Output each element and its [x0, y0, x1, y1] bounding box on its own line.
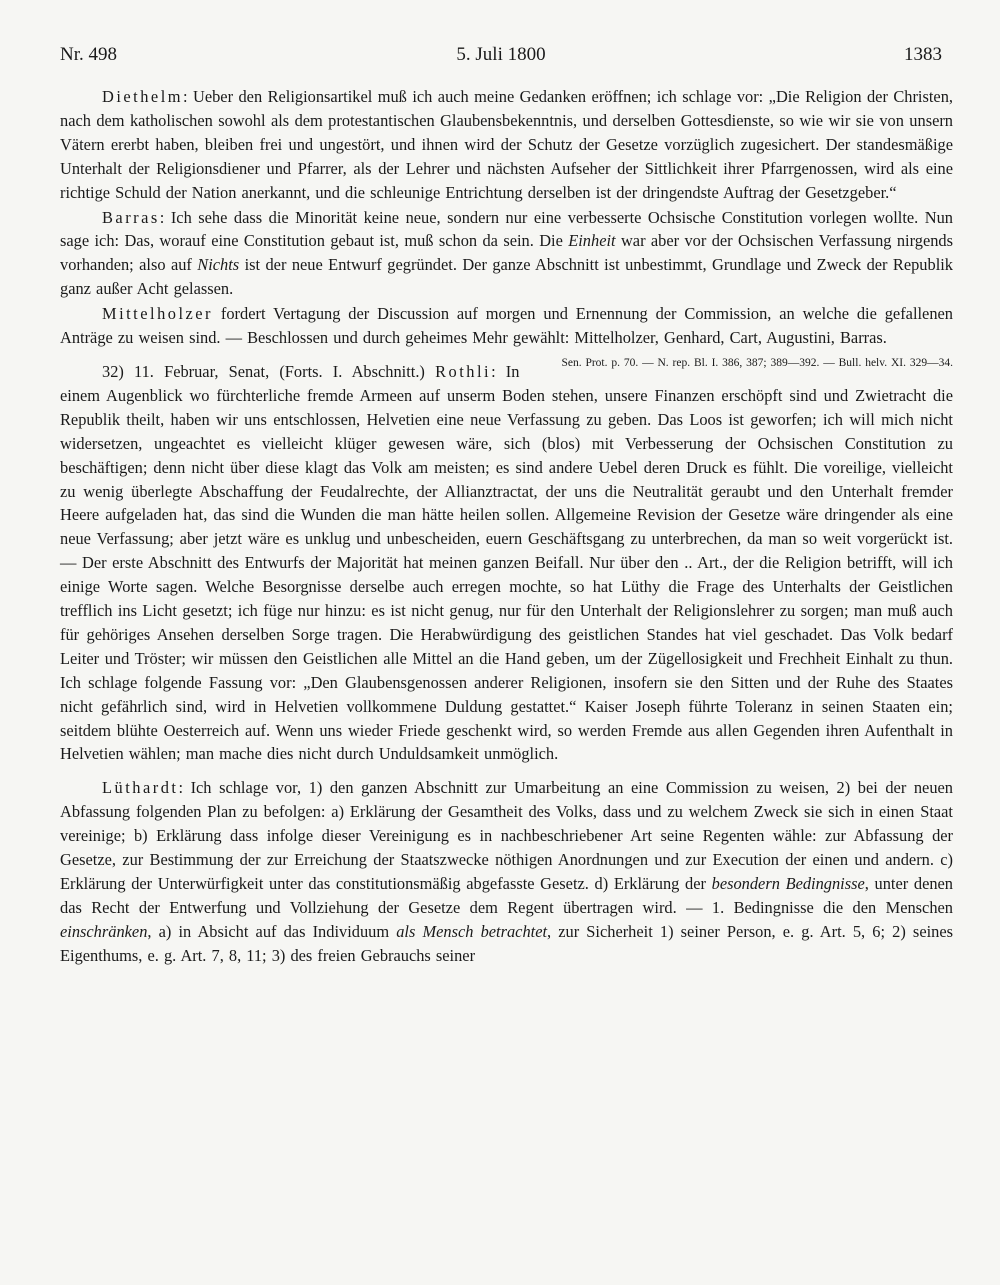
paragraph-text: : Ich sehe dass die Minorität keine neue, sondern nur eine verbesserte Ochsische Constitution vorlegen wollte. Nun sage ich: Das, worauf eine Constitution gebaut ist, muß schon da sein. Die [60, 207, 953, 251]
speaker-name: Lüthardt [102, 778, 179, 798]
paragraph-barras [60, 206, 953, 302]
paragraph-mittelholzer [60, 302, 953, 369]
paragraph-text: , unter denen das Recht der Entwerfung und Vollziehung der Gesetze dem Regent übertragen wird. — 1. Bedingnisse die den Menschen [60, 874, 954, 917]
paragraph-text: : Ich schlage vor, 1) den ganzen Abschnitt zur Umarbeitung an eine Commission zu weisen, 2) bei der neuen Abfassung folgenden Plan zu befolgen: a) Erklärung der Gesamtheit des Volks, dass und zu welchem Zweck sie sich in einen Staat vereinige; b) Erklärung dass infolge dieser Vereinigung es in nachbeschriebener Art seine Regenten wähle: zur Abfassung der Gesetze, zur Bestimmung der zur Erreichung der Staatszwecke nöthigen Anordnungen und zur Execution der einen und andern. c) Erklärung der Unterwürfigkeit unter das constitutionsmäßig abgefasste Gesetz. d) Erklärung der [60, 778, 953, 893]
document-date: 5. Juli 1800 [456, 44, 546, 65]
emphasis-text: einschränken [60, 921, 148, 941]
document-number: Nr. 498 [60, 44, 117, 65]
page-header [60, 44, 942, 74]
paragraph-text: war aber vor der Ochsischen Verfassung nirgends vorhanden; also auf [60, 231, 953, 275]
emphasis-text: als Mensch betrachtet [396, 921, 548, 941]
speaker-name: Diethelm [102, 87, 183, 106]
section-intro: 32) 11. Februar, Senat, (Forts. I. Abschnitt.) [102, 361, 436, 381]
emphasis-text: Nichts [197, 255, 240, 275]
emphasis-text: besondern Bedingnisse [711, 874, 865, 893]
emphasis-text: Einheit [568, 231, 616, 251]
paragraph-luthardt [60, 776, 953, 967]
paragraph-section-32 [60, 360, 953, 766]
document-body [60, 85, 953, 968]
page-number: 1383 [904, 44, 942, 65]
speaker-name: Barras [102, 207, 160, 227]
paragraph-diethelm [60, 85, 953, 205]
speaker-name: Rothli [435, 361, 492, 381]
source-citation: Sen. Prot. p. 70. — N. rep. Bl. I. 386, 387; 389—392. — Bull. helv. XI. 329—34. [561, 356, 953, 369]
paragraph-text: : In einem Augenblick wo fürchterliche fremde Armeen auf unserm Boden stehen, unsere Finanzen erschöpft sind und Zwietracht die Republik theilt, haben wir uns entschlossen, Helvetien eine neue Verfassung zu geben. Das Loos ist geworfen; ich will mich nicht widersetzen, ungeachtet es vielleicht klüger gewesen wäre, sich (blos) mit Verbesserung der Ochsischen Constitution zu beschäftigen; denn nicht über diese klagt das Volk am meisten; es sind andere Uebel deren Druck es fühlt. Die voreilige, vielleicht zu wenig überlegte Abschaffung der Feudalrechte, der Allianztractat, der uns die Neutralität geraubt und den Unterhalt fremder Heere aufgeladen hat, das sind die Wunden die man hätte heilen sollen. Allgemeine Revision der Gesetze wäre dringender als eine neue Verfassung; aber jetzt wäre es unklug und unbescheiden, euern Geschäftsgang zu unterbrechen, da man so weit vorgerückt ist. — Der erste Abschnitt des Entwurfs der Majorität hat meinen ganzen Beifall. Nur über den .. Art., der die Religion betrifft, will ich einige Worte sagen. Welche Besorgnisse derselbe auch erregen mochte, so hat Lüthy die Frage des Unterhalts der Geistlichen trefflich ins Licht gesetzt; ich füge nur hinzu: es ist nicht genug, nur für den Unterhalt der Religionslehrer zu sorgen; man muß auch für gehöriges Ansehen derselben Sorge tragen. Die Herabwürdigung des geistlichen Standes hat viel geschadet. Das Volk bedarf Leiter und Tröster; wir müssen den Geistlichen alle Mittel an die Hand geben, um der Zügellosigkeit und Frechheit Einhalt zu thun. Ich schlage folgende Fassung vor: „Den Glaubensgenossen anderer Religionen, insofern sie den Sitten und der Ruhe des Staates nicht gefährlich sind, wird in Helvetien vollkommene Duldung gestattet.“ Kaiser Joseph führte Toleranz in seinen Staaten ein; seitdem blühte Oesterreich auf. Wenn uns wieder Friede geschenkt wird, so werden Fremde aus allen Gegenden ihren Aufenthalt in Helvetien wählen; man mache dies nicht durch Unduldsamkeit unmöglich. [60, 361, 953, 764]
paragraph-text: , zur Sicherheit 1) seiner Person, e. g. Art. 5, 6; 2) seines Eigenthums, e. g. Art. 7, 8, 11; 3) des freien Gebrauchs seiner [60, 921, 953, 965]
paragraph-text: ist der neue Entwurf gegründet. Der ganze Abschnitt ist unbestimmt, Grundlage und Zweck der Republik ganz außer Acht gelassen. [60, 255, 954, 299]
paragraph-text: fordert Vertagung der Discussion auf morgen und Ernennung der Commission, an welche die gefallenen Anträge zu weisen sind. — Beschlossen und durch geheimes Mehr gewählt: Mittelholzer, Genhard, Cart, Augustini, Barras. [60, 304, 953, 348]
paragraph-text: : Ueber den Religionsartikel muß ich auch meine Gedanken eröffnen; ich schlage vor: „Die Religion der Christen, nach dem katholischen sowohl als dem protestantischen Glaubensbekenntnis, und derselben Gottesdienste, so wie wir sie von unsern Vätern ererbt haben, bleiben frei und ungestört, und ihnen wird der Schutz der Gesetze vorzüglich zugesichert. Der standesmäßige Unterhalt der Religionsdiener und Pfarrer, als der Lehrer und nächsten Aufseher der Sittlichkeit ihrer Pfarrgenossen, wird als eine richtige Schuld der Nation anerkannt, und die schleunige Entrichtung derselben ist der dringendste Auftrag der Gesetzgeber.“ [60, 87, 953, 202]
paragraph-text: , a) in Absicht auf das Individuum [147, 921, 397, 941]
speaker-name: Mittelholzer [102, 304, 214, 324]
